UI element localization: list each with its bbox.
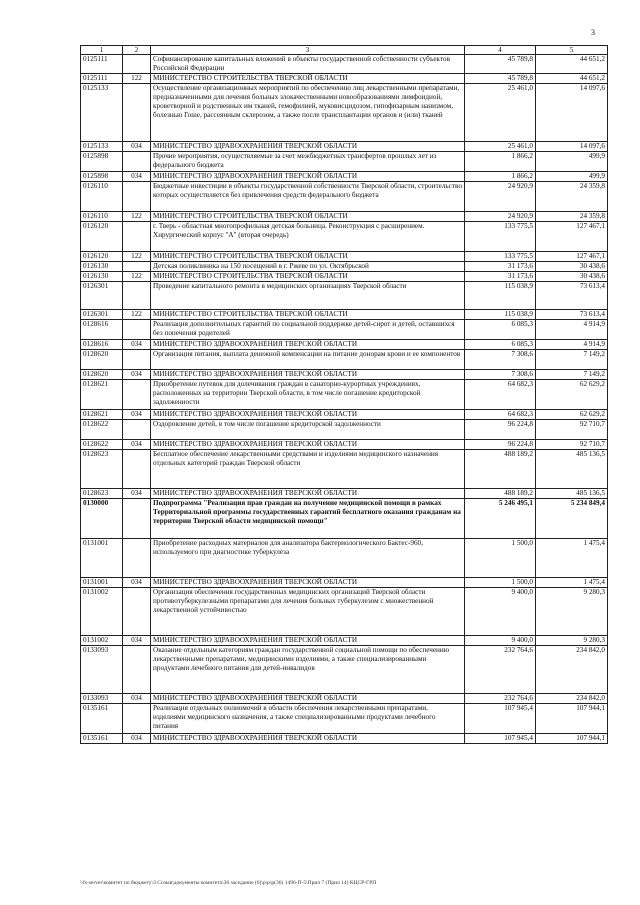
cell-description: МИНИСТЕРСТВО СТРОИТЕЛЬСТВА ТВЕРСКОЙ ОБЛАСТИ bbox=[151, 74, 465, 84]
table-row bbox=[81, 704, 608, 734]
cell-planned-amount: 9 400,0 bbox=[465, 588, 536, 636]
table-row bbox=[81, 74, 608, 84]
cell-actual-amount: 73 613,4 bbox=[536, 310, 608, 320]
cell-actual-amount: 44 651,2 bbox=[536, 55, 608, 74]
cell-description: Бесплатное обеспечение лекарственными средствами и изделиями медицинского назначения отдельных категорий граждан Тверской области bbox=[151, 450, 465, 489]
cell-actual-amount: 1 475,4 bbox=[536, 578, 608, 588]
cell-actual-amount: 107 944,1 bbox=[536, 734, 608, 744]
cell-code: 0128621 bbox=[81, 410, 123, 420]
cell-department bbox=[123, 282, 151, 310]
table-row bbox=[81, 588, 608, 636]
cell-planned-amount: 64 682,3 bbox=[465, 410, 536, 420]
cell-planned-amount: 232 764,6 bbox=[465, 694, 536, 704]
table-row bbox=[81, 310, 608, 320]
cell-code: 0128620 bbox=[81, 370, 123, 380]
cell-planned-amount: 1 500,0 bbox=[465, 578, 536, 588]
header-col-4: 4 bbox=[465, 46, 536, 55]
cell-planned-amount: 25 461,0 bbox=[465, 142, 536, 152]
cell-department bbox=[123, 84, 151, 142]
cell-department: 034 bbox=[123, 578, 151, 588]
cell-department bbox=[123, 420, 151, 440]
cell-actual-amount: 14 097,6 bbox=[536, 142, 608, 152]
table-row bbox=[81, 636, 608, 646]
cell-planned-amount: 31 173,6 bbox=[465, 272, 536, 282]
cell-planned-amount: 24 920,9 bbox=[465, 182, 536, 212]
cell-description: МИНИСТЕРСТВО ЗДРАВООХРАНЕНИЯ ТВЕРСКОЙ ОБЛАСТИ bbox=[151, 734, 465, 744]
table-row bbox=[81, 182, 608, 212]
cell-description: МИНИСТЕРСТВО СТРОИТЕЛЬСТВА ТВЕРСКОЙ ОБЛАСТИ bbox=[151, 272, 465, 282]
cell-code: 0125133 bbox=[81, 142, 123, 152]
cell-description: Софинансирование капитальных вложений в объекты государственной собственности субъектов Российской Федерации bbox=[151, 55, 465, 74]
cell-actual-amount: 234 842,0 bbox=[536, 646, 608, 694]
cell-actual-amount: 234 842,0 bbox=[536, 694, 608, 704]
cell-code: 0125898 bbox=[81, 172, 123, 182]
cell-description: МИНИСТЕРСТВО ЗДРАВООХРАНЕНИЯ ТВЕРСКОЙ ОБЛАСТИ bbox=[151, 489, 465, 499]
cell-description: Организация обеспечения государственных медицинских организаций Тверской области противотуберкулезными препаратами для лечения больных туберкулезом с множественной лекарственной устойчивостью bbox=[151, 588, 465, 636]
cell-department bbox=[123, 55, 151, 74]
table-header-row bbox=[81, 46, 608, 55]
table-row bbox=[81, 694, 608, 704]
cell-department bbox=[123, 646, 151, 694]
cell-code: 0126120 bbox=[81, 222, 123, 252]
cell-code: 0128616 bbox=[81, 340, 123, 350]
budget-table bbox=[80, 45, 608, 744]
cell-department: 034 bbox=[123, 142, 151, 152]
cell-department bbox=[123, 262, 151, 272]
cell-planned-amount: 25 461,0 bbox=[465, 84, 536, 142]
cell-actual-amount: 30 438,6 bbox=[536, 262, 608, 272]
cell-code: 0128621 bbox=[81, 380, 123, 410]
cell-description: Приобретение расходных материалов для анализатора бактериологического Бактес-960, используемого при диагностике туберкулеза bbox=[151, 539, 465, 578]
table-row bbox=[81, 84, 608, 142]
cell-description: МИНИСТЕРСТВО ЗДРАВООХРАНЕНИЯ ТВЕРСКОЙ ОБЛАСТИ bbox=[151, 410, 465, 420]
cell-planned-amount: 6 085,3 bbox=[465, 320, 536, 340]
cell-code: 0126301 bbox=[81, 282, 123, 310]
cell-actual-amount: 499,9 bbox=[536, 172, 608, 182]
table-row bbox=[81, 262, 608, 272]
cell-planned-amount: 64 682,3 bbox=[465, 380, 536, 410]
cell-department: 034 bbox=[123, 734, 151, 744]
cell-department: 034 bbox=[123, 489, 151, 499]
table-row bbox=[81, 499, 608, 539]
cell-department: 034 bbox=[123, 694, 151, 704]
cell-description: Осуществление организационных мероприятий по обеспечению лиц лекарственными препаратами, предназначенными для лечения больных злокачественными новообразованиями лимфоидной, кроветворной и родственных им тканей, гемофилией, муковисцидозом, гипофизарным нанизмом, болезнью Гоше, рассеянным склерозом, а также после трансплантации органов и (или) тканей bbox=[151, 84, 465, 142]
cell-department: 122 bbox=[123, 74, 151, 84]
cell-code: 0125111 bbox=[81, 74, 123, 84]
cell-actual-amount: 9 280,3 bbox=[536, 636, 608, 646]
cell-planned-amount: 7 308,6 bbox=[465, 370, 536, 380]
cell-description: Бюджетные инвестиции в объекты государственной собственности Тверской области, строительство которых осуществляется без привлечения средств федерального бюджета bbox=[151, 182, 465, 212]
cell-description: МИНИСТЕРСТВО ЗДРАВООХРАНЕНИЯ ТВЕРСКОЙ ОБЛАСТИ bbox=[151, 340, 465, 350]
table-row bbox=[81, 172, 608, 182]
cell-actual-amount: 4 914,9 bbox=[536, 320, 608, 340]
cell-department bbox=[123, 320, 151, 340]
table-row bbox=[81, 489, 608, 499]
table-row bbox=[81, 340, 608, 350]
table-row bbox=[81, 380, 608, 410]
cell-actual-amount: 4 914,9 bbox=[536, 340, 608, 350]
cell-code: 0128623 bbox=[81, 489, 123, 499]
table-row bbox=[81, 440, 608, 450]
cell-description: Проведение капитального ремонта в медицинских организациях Тверской области bbox=[151, 282, 465, 310]
cell-description: МИНИСТЕРСТВО ЗДРАВООХРАНЕНИЯ ТВЕРСКОЙ ОБЛАСТИ bbox=[151, 142, 465, 152]
cell-planned-amount: 107 945,4 bbox=[465, 734, 536, 744]
cell-planned-amount: 96 224,8 bbox=[465, 420, 536, 440]
cell-actual-amount: 30 438,6 bbox=[536, 272, 608, 282]
cell-department: 122 bbox=[123, 310, 151, 320]
cell-actual-amount: 92 710,7 bbox=[536, 440, 608, 450]
cell-planned-amount: 7 308,6 bbox=[465, 350, 536, 370]
cell-code: 0126110 bbox=[81, 182, 123, 212]
cell-planned-amount: 24 920,9 bbox=[465, 212, 536, 222]
cell-actual-amount: 24 359,8 bbox=[536, 212, 608, 222]
cell-department: 034 bbox=[123, 340, 151, 350]
header-col-3: 3 bbox=[151, 46, 465, 55]
cell-description: Оздоровление детей, в том числе погашение кредиторской задолженности bbox=[151, 420, 465, 440]
table-row bbox=[81, 142, 608, 152]
table-row bbox=[81, 252, 608, 262]
cell-planned-amount: 488 189,2 bbox=[465, 450, 536, 489]
cell-planned-amount: 133 775,5 bbox=[465, 252, 536, 262]
cell-planned-amount: 107 945,4 bbox=[465, 704, 536, 734]
cell-description: Детская поликлиника на 150 посещений в г. Ржеве по ул. Октябрьской bbox=[151, 262, 465, 272]
cell-code: 0126130 bbox=[81, 272, 123, 282]
cell-description: Прочие мероприятия, осуществляемые за счет межбюджетных трансфертов прошлых лет из федерального бюджета bbox=[151, 152, 465, 172]
cell-actual-amount: 127 467,1 bbox=[536, 252, 608, 262]
cell-department: 122 bbox=[123, 252, 151, 262]
cell-planned-amount: 45 789,8 bbox=[465, 74, 536, 84]
header-col-5: 5 bbox=[536, 46, 608, 55]
cell-description: Реализация дополнительных гарантий по социальной поддержке детей-сирот и детей, оставшихся без попечения родителей bbox=[151, 320, 465, 340]
table-row bbox=[81, 370, 608, 380]
cell-department bbox=[123, 222, 151, 252]
cell-department bbox=[123, 499, 151, 539]
cell-department bbox=[123, 152, 151, 172]
header-col-2: 2 bbox=[123, 46, 151, 55]
page-number: 3 bbox=[591, 28, 595, 37]
cell-description: МИНИСТЕРСТВО СТРОИТЕЛЬСТВА ТВЕРСКОЙ ОБЛАСТИ bbox=[151, 212, 465, 222]
cell-planned-amount: 9 400,0 bbox=[465, 636, 536, 646]
cell-description: г. Тверь - областная многопрофильная детская больница. Реконструкция с расширением. Хирургический корпус "А" (вторая очередь) bbox=[151, 222, 465, 252]
cell-code: 0126110 bbox=[81, 212, 123, 222]
cell-department: 034 bbox=[123, 636, 151, 646]
cell-department: 122 bbox=[123, 272, 151, 282]
cell-description: МИНИСТЕРСТВО СТРОИТЕЛЬСТВА ТВЕРСКОЙ ОБЛАСТИ bbox=[151, 252, 465, 262]
cell-actual-amount: 7 149,2 bbox=[536, 350, 608, 370]
cell-department bbox=[123, 539, 151, 578]
cell-code: 0131001 bbox=[81, 539, 123, 578]
cell-code: 0130000 bbox=[81, 499, 123, 539]
cell-planned-amount: 1 500,0 bbox=[465, 539, 536, 578]
cell-actual-amount: 73 613,4 bbox=[536, 282, 608, 310]
table-body bbox=[81, 55, 608, 744]
cell-code: 0128622 bbox=[81, 420, 123, 440]
cell-code: 0135161 bbox=[81, 734, 123, 744]
table-row bbox=[81, 539, 608, 578]
cell-code: 0125898 bbox=[81, 152, 123, 172]
cell-department bbox=[123, 588, 151, 636]
cell-actual-amount: 62 629,2 bbox=[536, 410, 608, 420]
table-row bbox=[81, 410, 608, 420]
cell-code: 0135161 bbox=[81, 704, 123, 734]
cell-code: 0131002 bbox=[81, 636, 123, 646]
cell-department: 034 bbox=[123, 370, 151, 380]
cell-description: Оказание отдельным категориям граждан государственной социальной помощи по обеспечению лекарственными препаратами, медицинскими изделиями, а также специализированными продуктами лечебного питания для детей-инвалидов bbox=[151, 646, 465, 694]
cell-planned-amount: 6 085,3 bbox=[465, 340, 536, 350]
cell-actual-amount: 7 149,2 bbox=[536, 370, 608, 380]
cell-actual-amount: 14 097,6 bbox=[536, 84, 608, 142]
cell-description: МИНИСТЕРСТВО ЗДРАВООХРАНЕНИЯ ТВЕРСКОЙ ОБЛАСТИ bbox=[151, 440, 465, 450]
cell-code: 0133093 bbox=[81, 694, 123, 704]
cell-department bbox=[123, 450, 151, 489]
cell-planned-amount: 1 866,2 bbox=[465, 172, 536, 182]
cell-code: 0128620 bbox=[81, 350, 123, 370]
table-row bbox=[81, 55, 608, 74]
cell-department: 034 bbox=[123, 440, 151, 450]
cell-planned-amount: 488 189,2 bbox=[465, 489, 536, 499]
table-row bbox=[81, 212, 608, 222]
cell-planned-amount: 133 775,5 bbox=[465, 222, 536, 252]
cell-actual-amount: 92 710,7 bbox=[536, 420, 608, 440]
table-row bbox=[81, 578, 608, 588]
cell-code: 0128622 bbox=[81, 440, 123, 450]
cell-code: 0128623 bbox=[81, 450, 123, 489]
cell-code: 0125133 bbox=[81, 84, 123, 142]
table-row bbox=[81, 272, 608, 282]
cell-department bbox=[123, 704, 151, 734]
table-row bbox=[81, 734, 608, 744]
cell-actual-amount: 485 136,5 bbox=[536, 450, 608, 489]
cell-code: 0126301 bbox=[81, 310, 123, 320]
cell-actual-amount: 24 359,8 bbox=[536, 182, 608, 212]
cell-code: 0126120 bbox=[81, 252, 123, 262]
cell-code: 0131001 bbox=[81, 578, 123, 588]
cell-actual-amount: 44 651,2 bbox=[536, 74, 608, 84]
cell-description: МИНИСТЕРСТВО ЗДРАВООХРАНЕНИЯ ТВЕРСКОЙ ОБЛАСТИ bbox=[151, 694, 465, 704]
table-row bbox=[81, 350, 608, 370]
cell-planned-amount: 5 246 495,1 bbox=[465, 499, 536, 539]
table-row bbox=[81, 222, 608, 252]
cell-department bbox=[123, 350, 151, 370]
cell-code: 0126130 bbox=[81, 262, 123, 272]
cell-code: 0128616 bbox=[81, 320, 123, 340]
header-col-1: 1 bbox=[81, 46, 123, 55]
cell-department bbox=[123, 380, 151, 410]
cell-actual-amount: 5 234 849,4 bbox=[536, 499, 608, 539]
footer-file-path: \\fs-server\комитет по бюджету\3 Созыв\документы комитета\36 заседание (6)\p\p\p(36) 1496-П-5\Прил 7 (Прил 14) КЦСР-ГРП bbox=[80, 880, 377, 886]
cell-planned-amount: 115 038,9 bbox=[465, 310, 536, 320]
cell-code: 0131002 bbox=[81, 588, 123, 636]
cell-code: 0125111 bbox=[81, 55, 123, 74]
table-row bbox=[81, 420, 608, 440]
cell-actual-amount: 107 944,1 bbox=[536, 704, 608, 734]
cell-description: МИНИСТЕРСТВО СТРОИТЕЛЬСТВА ТВЕРСКОЙ ОБЛАСТИ bbox=[151, 310, 465, 320]
cell-actual-amount: 127 467,1 bbox=[536, 222, 608, 252]
table-row bbox=[81, 646, 608, 694]
cell-planned-amount: 1 866,2 bbox=[465, 152, 536, 172]
cell-planned-amount: 115 038,9 bbox=[465, 282, 536, 310]
cell-description: МИНИСТЕРСТВО ЗДРАВООХРАНЕНИЯ ТВЕРСКОЙ ОБЛАСТИ bbox=[151, 578, 465, 588]
cell-actual-amount: 485 136,5 bbox=[536, 489, 608, 499]
cell-planned-amount: 96 224,8 bbox=[465, 440, 536, 450]
cell-department: 034 bbox=[123, 410, 151, 420]
cell-planned-amount: 232 764,6 bbox=[465, 646, 536, 694]
cell-description: МИНИСТЕРСТВО ЗДРАВООХРАНЕНИЯ ТВЕРСКОЙ ОБЛАСТИ bbox=[151, 636, 465, 646]
cell-description: Организация питания, выплата денежной компенсации на питание донорам крови и ее компонентов bbox=[151, 350, 465, 370]
cell-actual-amount: 9 280,3 bbox=[536, 588, 608, 636]
cell-actual-amount: 62 629,2 bbox=[536, 380, 608, 410]
cell-description: МИНИСТЕРСТВО ЗДРАВООХРАНЕНИЯ ТВЕРСКОЙ ОБЛАСТИ bbox=[151, 370, 465, 380]
cell-code: 0133093 bbox=[81, 646, 123, 694]
cell-actual-amount: 499,9 bbox=[536, 152, 608, 172]
cell-description: Приобретение путевок для долечивания граждан в санаторно-курортных учреждениях, расположенных на территории Тверской области, в том числе погашение кредиторской задолженности bbox=[151, 380, 465, 410]
table-row bbox=[81, 320, 608, 340]
cell-planned-amount: 31 173,6 bbox=[465, 262, 536, 272]
cell-actual-amount: 1 475,4 bbox=[536, 539, 608, 578]
cell-department bbox=[123, 182, 151, 212]
table-row bbox=[81, 450, 608, 489]
table-row bbox=[81, 152, 608, 172]
table-row bbox=[81, 282, 608, 310]
cell-department: 122 bbox=[123, 212, 151, 222]
cell-planned-amount: 45 789,8 bbox=[465, 55, 536, 74]
cell-description: Подпрограмма "Реализация прав граждан на получение медицинской помощи в рамках Территориальной программы государственных гарантий бесплатного оказания гражданам на территории Тверской области медицинской помощи" bbox=[151, 499, 465, 539]
cell-department: 034 bbox=[123, 172, 151, 182]
cell-description: МИНИСТЕРСТВО ЗДРАВООХРАНЕНИЯ ТВЕРСКОЙ ОБЛАСТИ bbox=[151, 172, 465, 182]
cell-description: Реализация отдельных полномочий в области обеспечения лекарственными препаратами, изделиями медицинского назначения, а также специализированными продуктами лечебного питания bbox=[151, 704, 465, 734]
